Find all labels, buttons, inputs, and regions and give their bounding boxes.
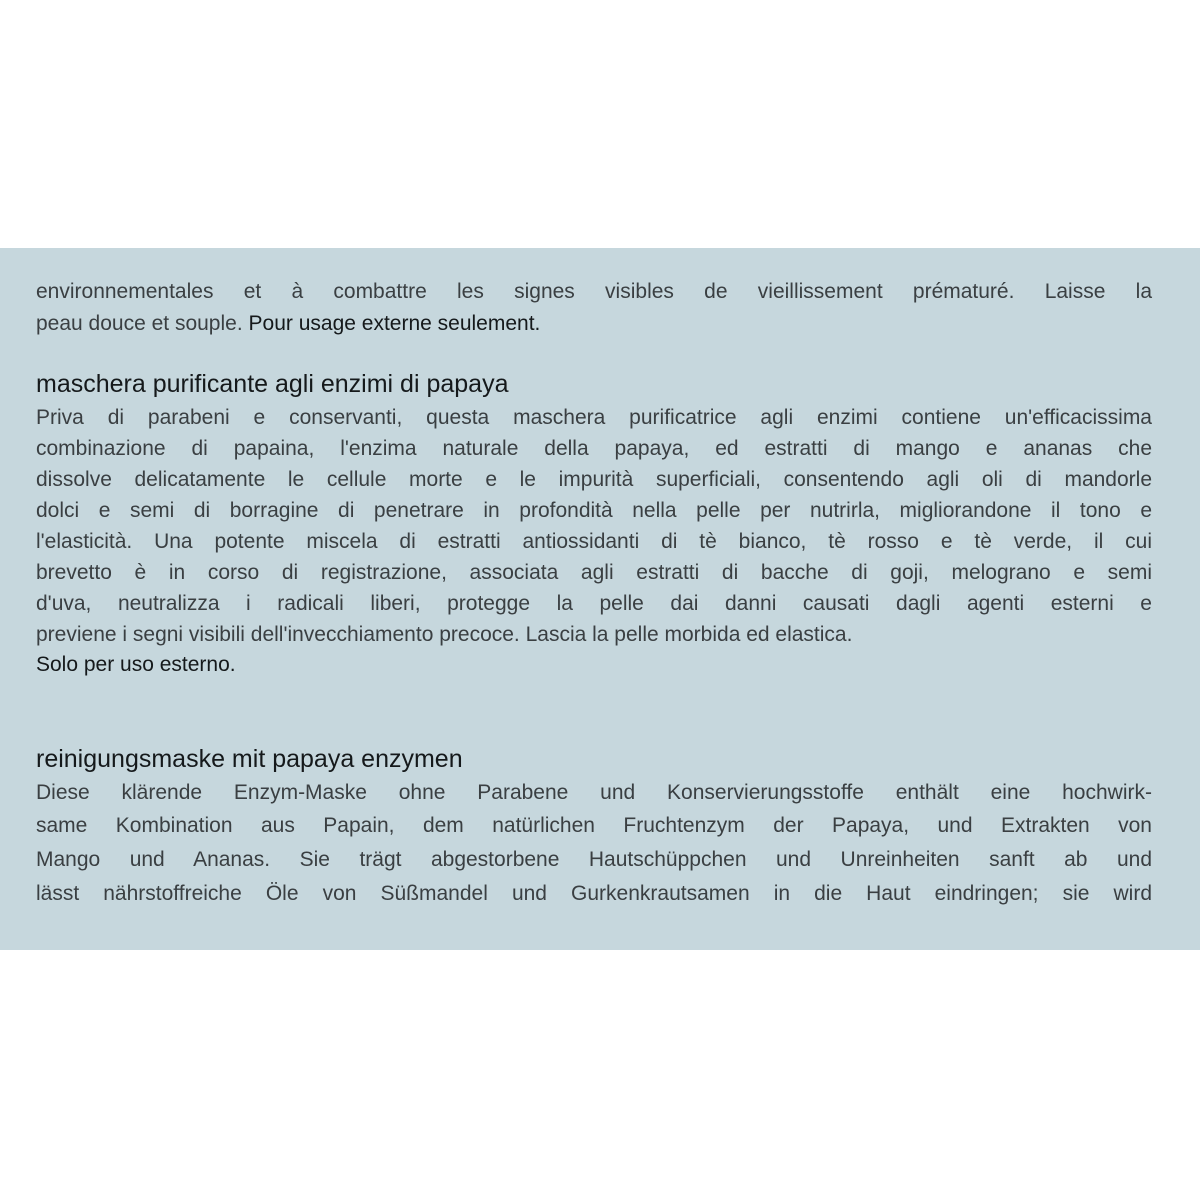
packaging-text-panel: [0, 248, 1200, 950]
french-text-line: [36, 311, 1152, 337]
german-text-line: Diese klärende Enzym-Maske ohne Parabene und Konservierungsstoffe enthält eine hochwirk-: [36, 781, 1152, 804]
italian-text-line: previene i segni visibili dell'invecchiamento precoce. Lascia la pelle morbida ed elastica.: [36, 623, 853, 646]
italian-text-line: dissolve delicatamente le cellule morte e le impurità superficiali, consentendo agli oli di mandorle: [36, 468, 1152, 491]
french-usage-note: Pour usage externe seulement.: [248, 312, 541, 335]
german-heading: reinigungsmaske mit papaya enzymen: [36, 745, 463, 773]
french-text-line: environnementales et à combattre les signes visibles de vieillissement prématuré. Laisse la: [36, 280, 1152, 303]
german-text-line: lässt nährstoffreiche Öle von Süßmandel und Gurkenkrautsamen in die Haut eindringen; sie wird: [36, 882, 1152, 905]
italian-heading: maschera purificante agli enzimi di papaya: [36, 370, 509, 398]
german-text-line: same Kombination aus Papain, dem natürlichen Fruchtenzym der Papaya, und Extrakten von: [36, 814, 1152, 837]
italian-usage-note: Solo per uso esterno.: [36, 653, 236, 676]
french-last-line: peau douce et souple.: [36, 312, 243, 335]
italian-text-line: Priva di parabeni e conservanti, questa maschera purificatrice agli enzimi contiene un'efficacissima: [36, 406, 1152, 429]
german-text-line: Mango und Ananas. Sie trägt abgestorbene Hautschüppchen und Unreinheiten sanft ab und: [36, 848, 1152, 871]
italian-text-line: brevetto è in corso di registrazione, associata agli estratti di bacche di goji, melograno e semi: [36, 561, 1152, 584]
italian-text-line: d'uva, neutralizza i radicali liberi, protegge la pelle dai danni causati dagli agenti esterni e: [36, 592, 1152, 615]
italian-text-line: dolci e semi di borragine di penetrare in profondità nella pelle per nutrirla, migliorandone il tono e: [36, 499, 1152, 522]
italian-text-line: l'elasticità. Una potente miscela di estratti antiossidanti di tè bianco, tè rosso e tè verde, il cui: [36, 530, 1152, 553]
italian-text-line: combinazione di papaina, l'enzima naturale della papaya, ed estratti di mango e ananas che: [36, 437, 1152, 460]
